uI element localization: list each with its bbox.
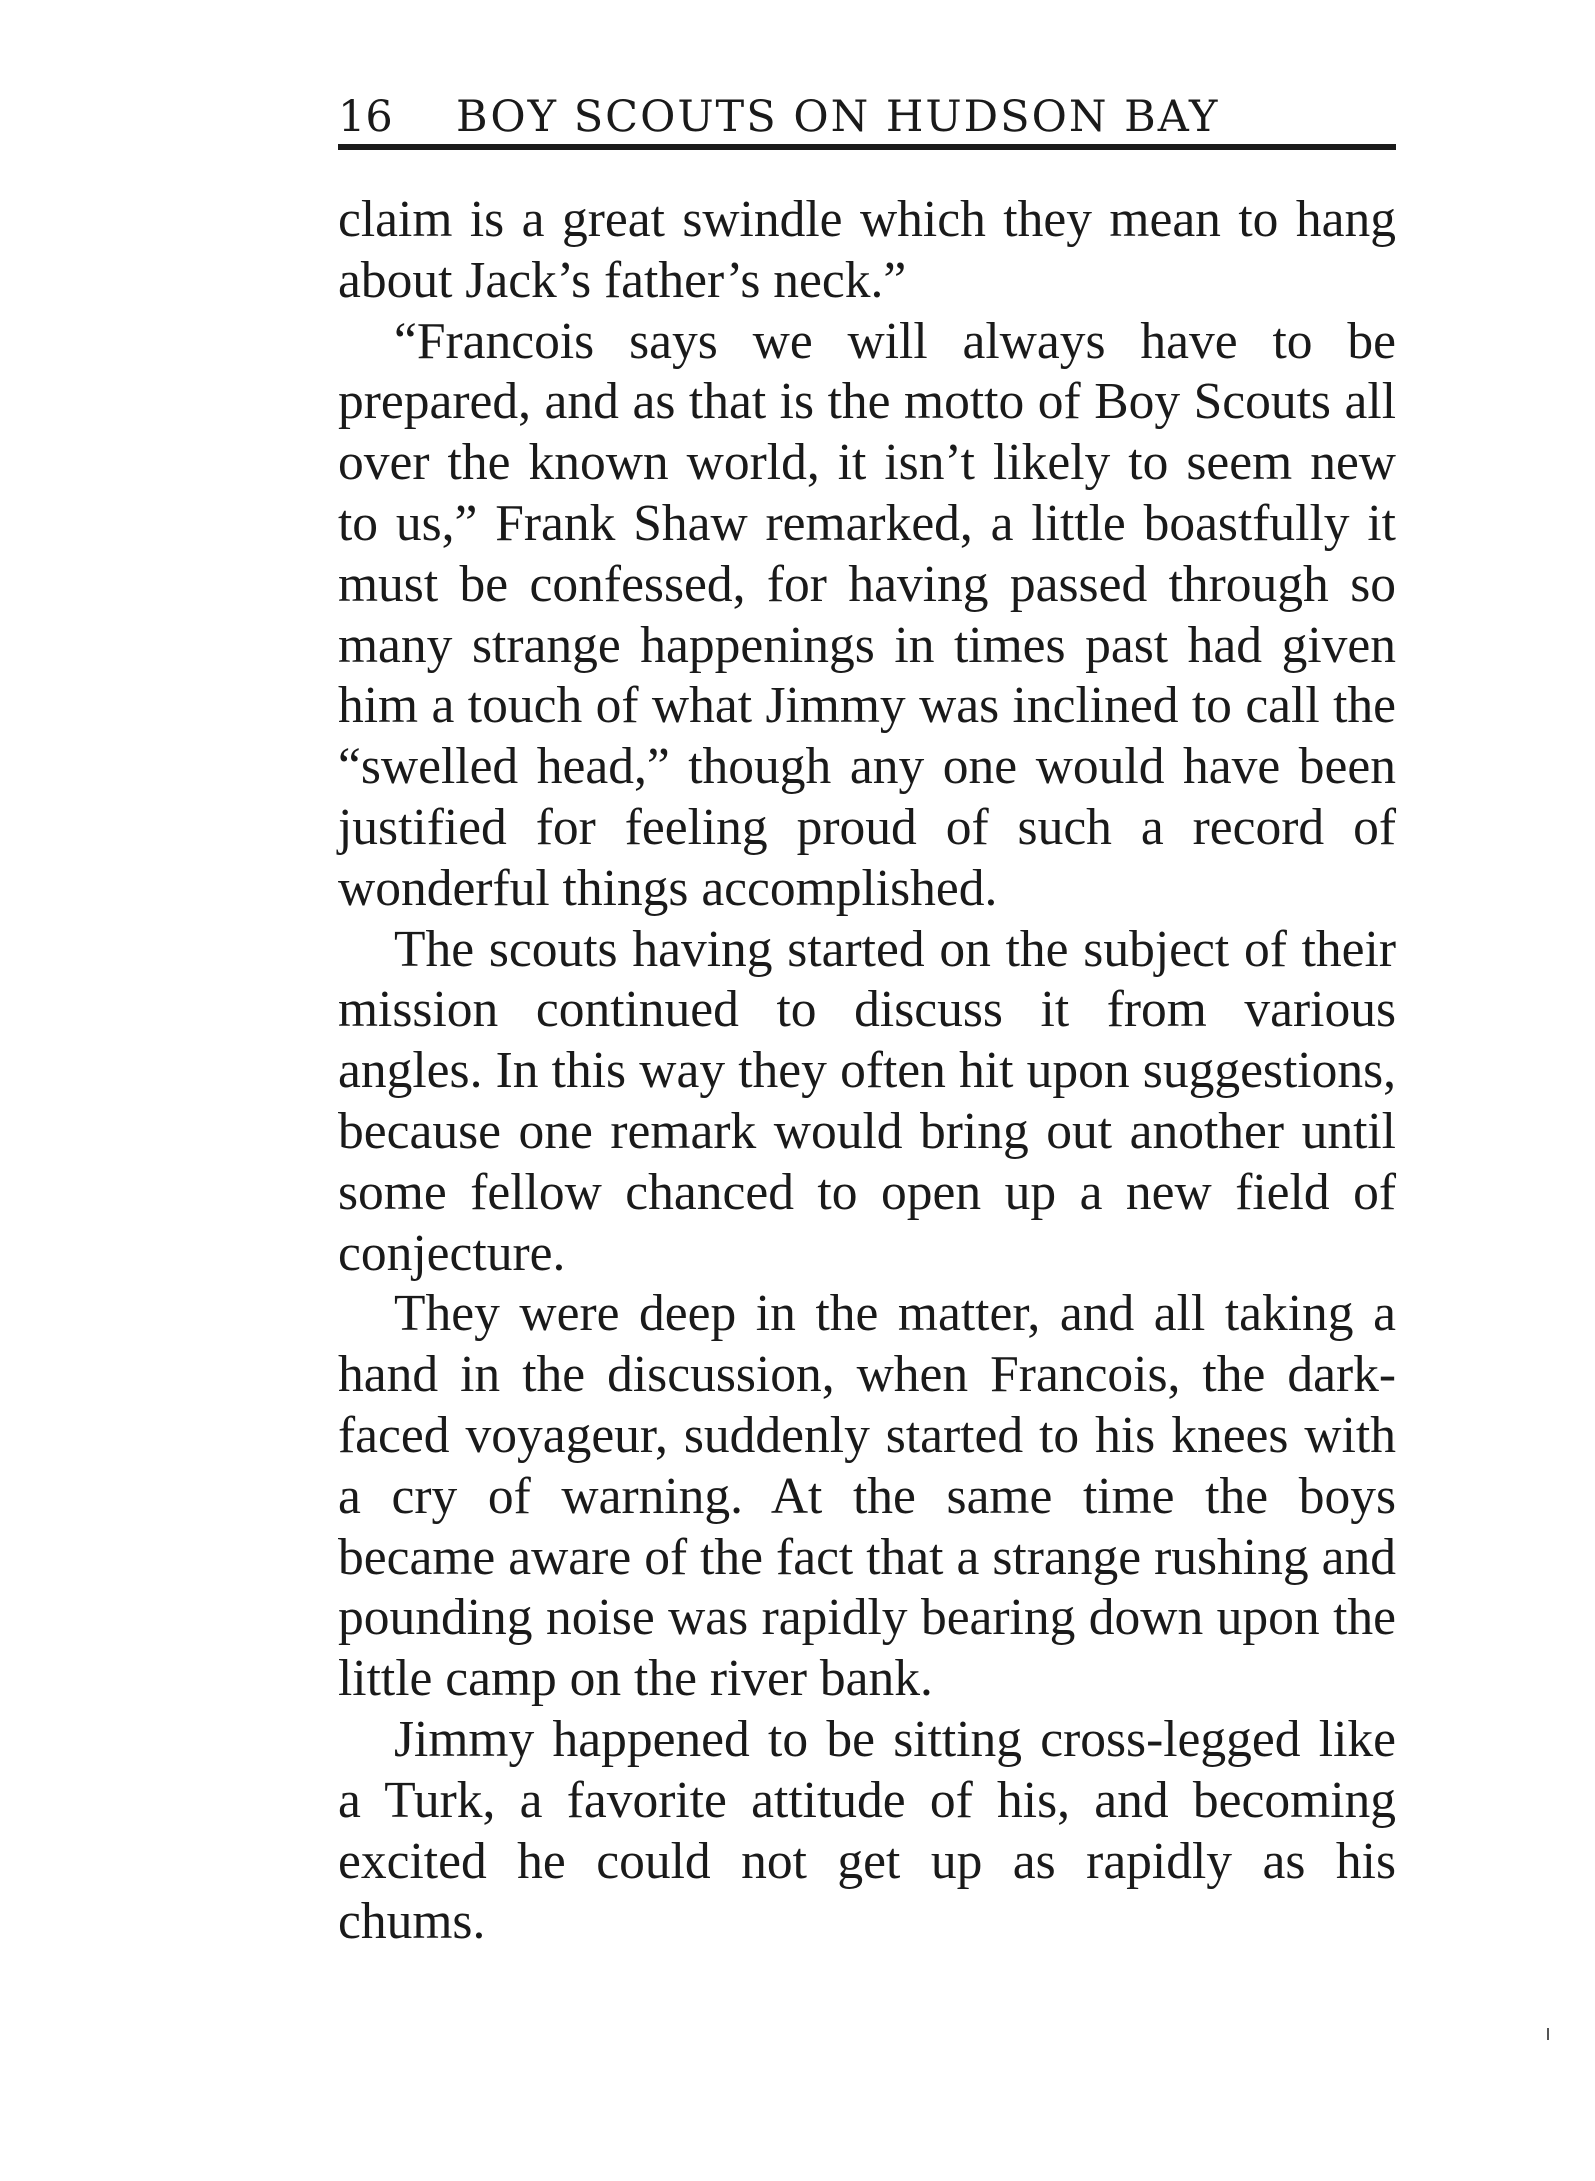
running-head — [338, 92, 1396, 142]
running-title: BOY SCOUTS ON HUDSON BAY — [456, 92, 1220, 142]
paragraph-1: claim is a great swindle which they mean to hang about Jack’s father’s neck.” — [338, 191, 1396, 309]
scan-speck — [1547, 2028, 1549, 2040]
paragraph-2: “Francois says we will always have to be prepared, and as that is the motto of Boy Scouts all over the known world, it isn’t likely to seem new to us,” Frank Shaw remarked, a little boastfully it must be confessed, for having passed through so many strange happenings in times past had given him a touch of what Jimmy was inclined to call the “swelled head,” though any one would have been justified for feeling proud of such a record of wonderful things accomplished. — [338, 312, 1396, 917]
paragraph-3: The scouts having started on the subject of their mission continued to discuss it from various angles. In this way they often hit upon suggestions, because one remark would bring out another until some fellow chanced to open up a new field of conjecture. — [338, 920, 1396, 1282]
body-text — [338, 190, 1396, 2040]
header-rule — [338, 144, 1396, 150]
paragraph-4: They were deep in the matter, and all taking a hand in the discussion, when Francois, the dark-faced voyageur, suddenly started to his knees with a cry of warning. At the same time the boys became aware of the fact that a strange rushing and pounding noise was rapidly bearing down upon the little camp on the river bank. — [338, 1285, 1396, 1708]
paragraph-5: Jimmy happened to be sitting cross-legged like a Turk, a favorite attitude of his, and becoming excited he could not get up as rapidly as his chums. — [338, 1710, 1396, 1951]
page-number: 16 — [338, 92, 393, 142]
